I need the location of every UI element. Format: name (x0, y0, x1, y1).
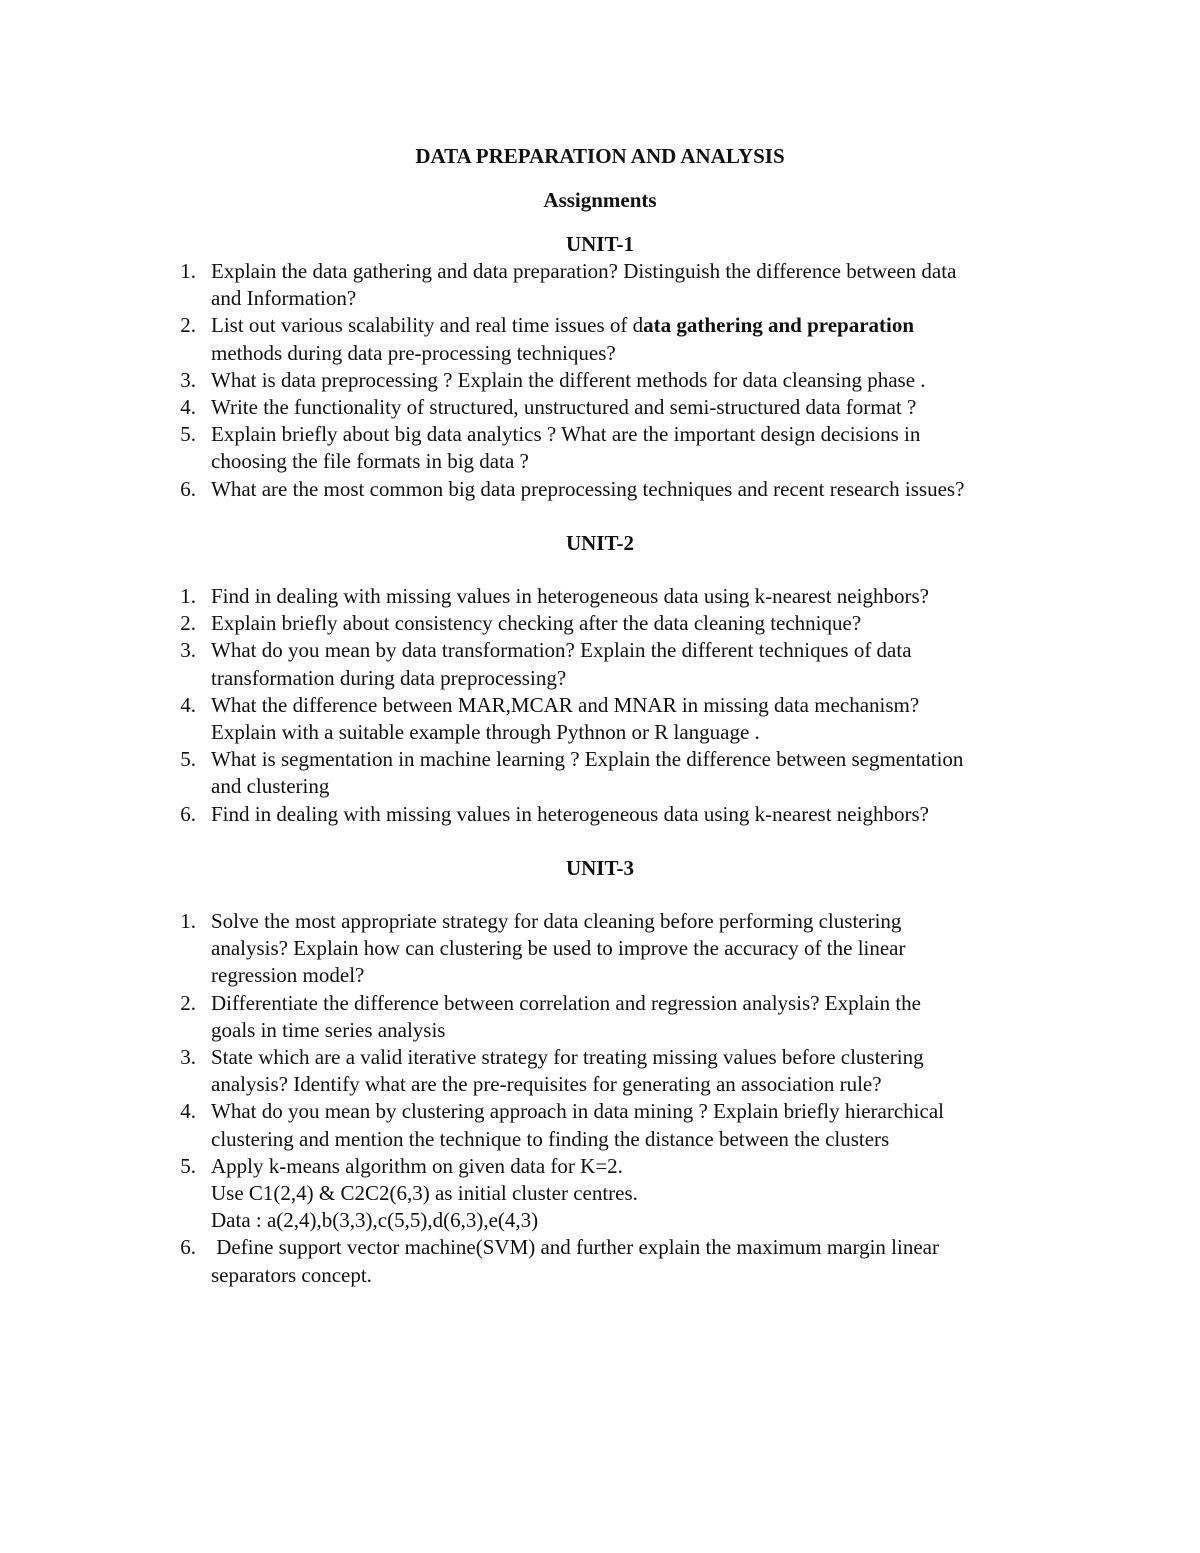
question-line: Explain with a suitable example through Pythnon or R language . (211, 720, 760, 745)
question-number: 6. (180, 801, 196, 826)
question-item (172, 476, 1072, 503)
question-number: 4. (180, 395, 196, 420)
question-number: 3. (180, 367, 196, 392)
question-number: 1. (180, 909, 196, 933)
question-text (211, 258, 1072, 312)
question-text (211, 1234, 1072, 1288)
unit-1-question-list (172, 258, 1072, 503)
question-text (211, 610, 1072, 637)
question-line: choosing the file formats in big data ? (211, 449, 529, 474)
question-item (172, 1153, 1072, 1235)
question-item (172, 746, 1072, 800)
unit-2-question-list (172, 583, 1072, 828)
question-number: 2. (180, 611, 196, 636)
question-line: Explain the data gathering and data preparation? Distinguish the difference between data (211, 259, 957, 283)
question-item (172, 990, 1072, 1044)
question-line: Find in dealing with missing values in heterogeneous data using k-nearest neighbors? (211, 584, 929, 608)
question-item (172, 610, 1072, 637)
unit-1-heading: UNIT-1 (565, 232, 635, 256)
question-text (211, 476, 1072, 503)
question-line-start: List out various scalability and real time issues of d (211, 313, 644, 338)
question-number: 6. (180, 1235, 196, 1260)
question-item (172, 258, 1072, 312)
question-line: methods during data pre-processing techniques? (211, 340, 616, 365)
question-line: and clustering (211, 774, 330, 799)
question-item (172, 1044, 1072, 1098)
question-line: Apply k-means algorithm on given data for K=2. (211, 1153, 623, 1178)
question-number: 6. (180, 476, 196, 501)
question-item (172, 1234, 1072, 1288)
question-line: Solve the most appropriate strategy for data cleaning before performing clustering (211, 909, 902, 933)
question-line: Differentiate the difference between correlation and regression analysis? Explain the (211, 990, 922, 1015)
question-line: regression model? (211, 963, 365, 988)
question-number: 3. (180, 638, 196, 663)
question-item (172, 583, 1072, 610)
question-text (211, 801, 1072, 828)
question-line: State which are a valid iterative strategy for treating missing values before clustering (211, 1045, 924, 1070)
question-text (211, 312, 1072, 366)
question-text (211, 1098, 1072, 1152)
question-number: 2. (180, 313, 196, 338)
question-item (172, 801, 1072, 828)
question-number: 4. (180, 692, 196, 717)
question-text (211, 990, 1072, 1044)
question-number: 1. (180, 259, 196, 283)
question-line: What is segmentation in machine learning ? Explain the difference between segmentation (211, 747, 964, 772)
question-item (172, 692, 1072, 746)
question-text (211, 692, 1072, 746)
question-item (172, 367, 1072, 394)
question-line: Define support vector machine(SVM) and further explain the maximum margin linear (211, 1235, 939, 1260)
question-line: Data : a(2,4),b(3,3),c(5,5),d(6,3),e(4,3) (211, 1208, 539, 1233)
question-text (211, 746, 1072, 800)
question-item (172, 1098, 1072, 1152)
question-line: and Information? (211, 286, 357, 311)
question-text (211, 637, 1072, 691)
question-item (172, 637, 1072, 691)
question-line: clustering and mention the technique to finding the distance between the clusters (211, 1126, 890, 1151)
question-text (211, 421, 1072, 475)
question-line: Use C1(2,4) & C2C2(6,3) as initial cluster centres. (211, 1181, 638, 1206)
question-line: Find in dealing with missing values in heterogeneous data using k-nearest neighbors? (211, 801, 929, 826)
question-item (172, 312, 1072, 366)
question-text (211, 367, 1072, 394)
question-text (211, 394, 1072, 421)
unit-3-question-list (172, 908, 1072, 1289)
question-text (211, 1153, 1072, 1235)
question-text (211, 1044, 1072, 1098)
question-text (211, 583, 1072, 610)
question-item (172, 421, 1072, 475)
question-number: 1. (180, 584, 196, 608)
question-number: 2. (180, 990, 196, 1015)
question-line: analysis? Identify what are the pre-requisites for generating an association rule? (211, 1072, 882, 1097)
question-line: What are the most common big data preprocessing techniques and recent research issues? (211, 476, 965, 501)
question-line: Write the functionality of structured, unstructured and semi-structured data format ? (211, 395, 917, 420)
question-line: separators concept. (211, 1262, 372, 1287)
question-line: What do you mean by clustering approach in data mining ? Explain briefly hierarchical (211, 1099, 944, 1124)
question-item (172, 394, 1072, 421)
question-line: Explain briefly about consistency checking after the data cleaning technique? (211, 611, 862, 636)
question-line: transformation during data preprocessing? (211, 665, 567, 690)
question-line (211, 312, 1072, 339)
question-line: goals in time series analysis (211, 1017, 446, 1042)
question-line: What do you mean by data transformation? Explain the different techniques of data (211, 638, 912, 663)
unit-3-heading: UNIT-3 (565, 856, 635, 880)
document-subtitle: Assignments (543, 188, 657, 212)
question-line: What the difference between MAR,MCAR and MNAR in missing data mechanism? (211, 692, 920, 717)
question-line: What is data preprocessing ? Explain the different methods for data cleansing phase . (211, 367, 926, 392)
question-number: 3. (180, 1045, 196, 1070)
question-number: 5. (180, 1153, 196, 1178)
question-number: 5. (180, 747, 196, 772)
question-item (172, 908, 1072, 990)
question-number: 4. (180, 1099, 196, 1124)
document-title: DATA PREPARATION AND ANALYSIS (415, 144, 785, 168)
question-line: analysis? Explain how can clustering be used to improve the accuracy of the linear (211, 936, 906, 961)
unit-2-heading: UNIT-2 (565, 531, 635, 555)
question-bold-phrase: ata gathering and preparation (643, 313, 915, 338)
question-number: 5. (180, 422, 196, 447)
question-line: Explain briefly about big data analytics ? What are the important design decisions in (211, 422, 921, 447)
question-text (211, 908, 1072, 990)
